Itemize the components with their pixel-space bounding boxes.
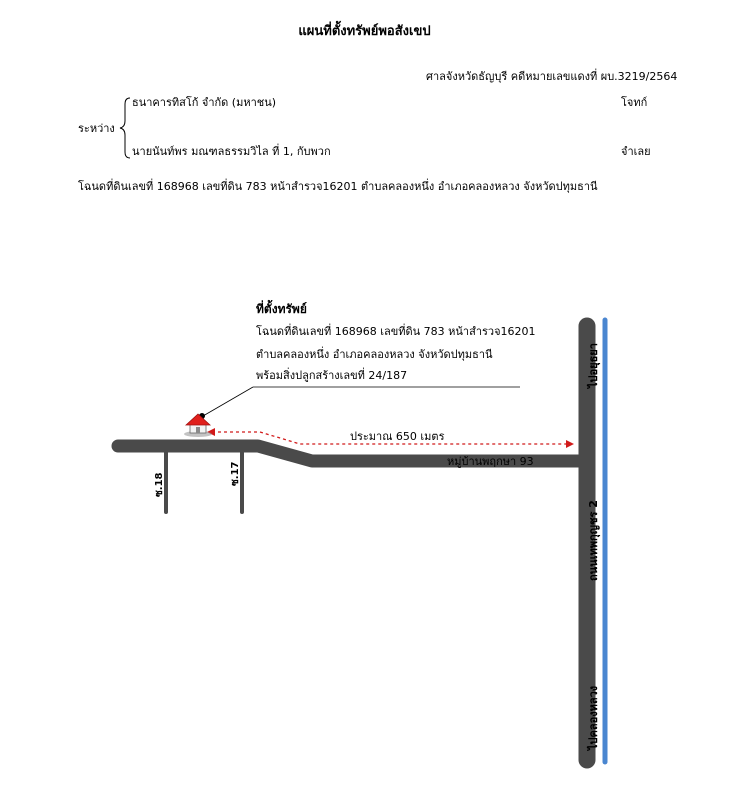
page-title: แผนที่ตั้งทรัพย์พอสังเขป: [298, 24, 431, 39]
defendant-name: นายนันท์พร มณฑลธรรมวิไล ที่ 1, กับพวก: [132, 145, 331, 158]
court-case-line: ศาลจังหวัดธัญบุรี คดีหมายเลขแดงที่ ผบ.3219/2564: [426, 70, 678, 83]
arrow-head-right: [566, 440, 574, 448]
plaintiff-name: ธนาคารทิสโก้ จำกัด (มหาชน): [132, 96, 277, 109]
defendant-role: จำเลย: [621, 145, 651, 158]
between-label: ระหว่าง: [78, 122, 115, 135]
location-line: โฉนดที่ดินเลขที่ 168968 เลขที่ดิน 783 หน้าสำรวจ16201: [256, 325, 536, 338]
to-ayutthaya-label: ไปอยุธยา: [587, 343, 600, 388]
location-title: ที่ตั้งทรัพย์: [256, 302, 307, 316]
soi-17-label: ซ.17: [230, 461, 241, 486]
deed-line: โฉนดที่ดินเลขที่ 168968 เลขที่ดิน 783 หน้าสำรวจ16201 ตำบลคลองหนึ่ง อำเภอคลองหลวง จังหวัดปทุมธานี: [78, 180, 598, 193]
to-khlong-luang-label: ไปคลองหลวง: [587, 685, 600, 750]
plaintiff-role: โจทก์: [621, 96, 648, 109]
main-road-label: ถนนเทพกุญชร 2: [587, 500, 600, 581]
house-icon: [184, 414, 212, 437]
soi-18-label: ซ.18: [154, 472, 165, 497]
callout-leader: [203, 387, 253, 416]
distance-label: ประมาณ 650 เมตร: [350, 430, 445, 443]
village-road-label: หมู่บ้านพฤกษา 93: [447, 455, 534, 468]
location-line: ตำบลคลองหนึ่ง อำเภอคลองหลวง จังหวัดปทุมธานี: [256, 348, 493, 361]
location-line: พร้อมสิ่งปลูกสร้างเลขที่ 24/187: [256, 369, 408, 382]
